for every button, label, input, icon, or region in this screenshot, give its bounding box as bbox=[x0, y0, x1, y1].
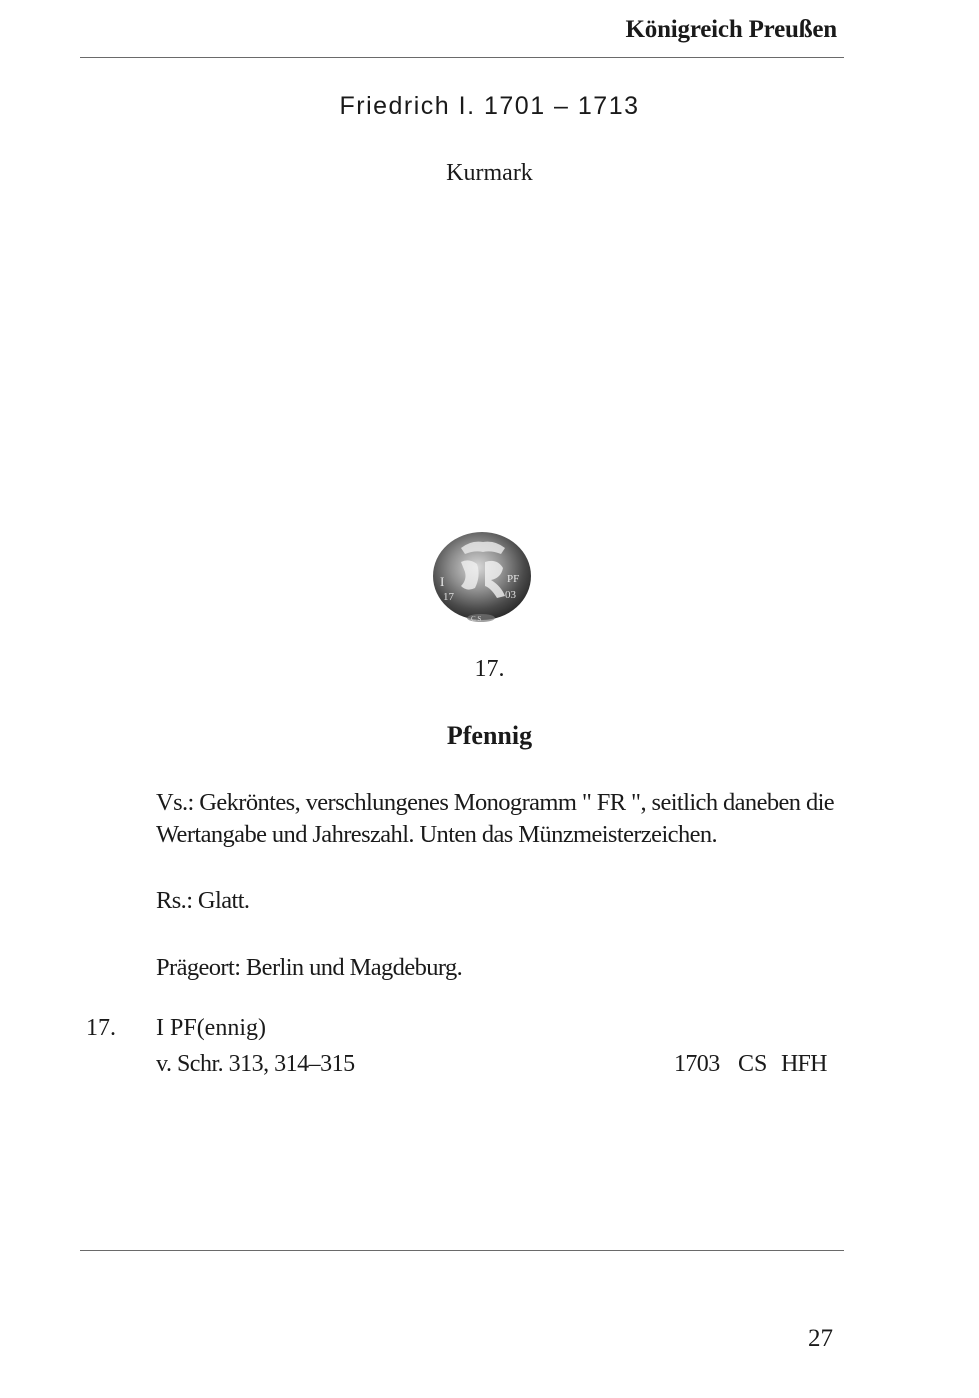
footer-rule bbox=[80, 1250, 844, 1251]
svg-text:17: 17 bbox=[443, 591, 454, 603]
coin-photo bbox=[431, 528, 533, 628]
svg-text:I: I bbox=[440, 574, 445, 589]
obverse-description: Vs.: Gekröntes, verschlungenes Monogramm " FR ", seitlich daneben die Wertangabe und Jahreszahl. Unten das Münzmeisterzeichen. bbox=[156, 789, 835, 848]
running-head: Königreich Preußen bbox=[625, 16, 837, 43]
entry-year: 1703 bbox=[674, 1051, 720, 1077]
region-subtitle: Kurmark bbox=[446, 160, 533, 186]
entry-variant: HFH bbox=[781, 1051, 827, 1077]
mint-description: Prägeort: Berlin und Magdeburg. bbox=[156, 954, 463, 981]
coin-number: 17. bbox=[474, 656, 505, 682]
entry-reference: v. Schr. 313, 314–315 bbox=[156, 1051, 355, 1077]
svg-text:PF: PF bbox=[507, 573, 520, 585]
entry-mintmaster: CS bbox=[738, 1051, 768, 1077]
coin-title: Pfennig bbox=[446, 721, 533, 750]
reverse-description: Rs.: Glatt. bbox=[156, 887, 250, 914]
svg-text:03: 03 bbox=[505, 589, 516, 601]
section-title: Friedrich I. 1701 – 1713 bbox=[339, 92, 640, 120]
svg-text:C S: C S bbox=[471, 615, 482, 623]
entry-denomination: I PF(ennig) bbox=[156, 1015, 266, 1041]
entry-number: 17. bbox=[86, 1015, 116, 1041]
header-rule bbox=[80, 57, 844, 58]
page-number: 27 bbox=[808, 1325, 833, 1352]
